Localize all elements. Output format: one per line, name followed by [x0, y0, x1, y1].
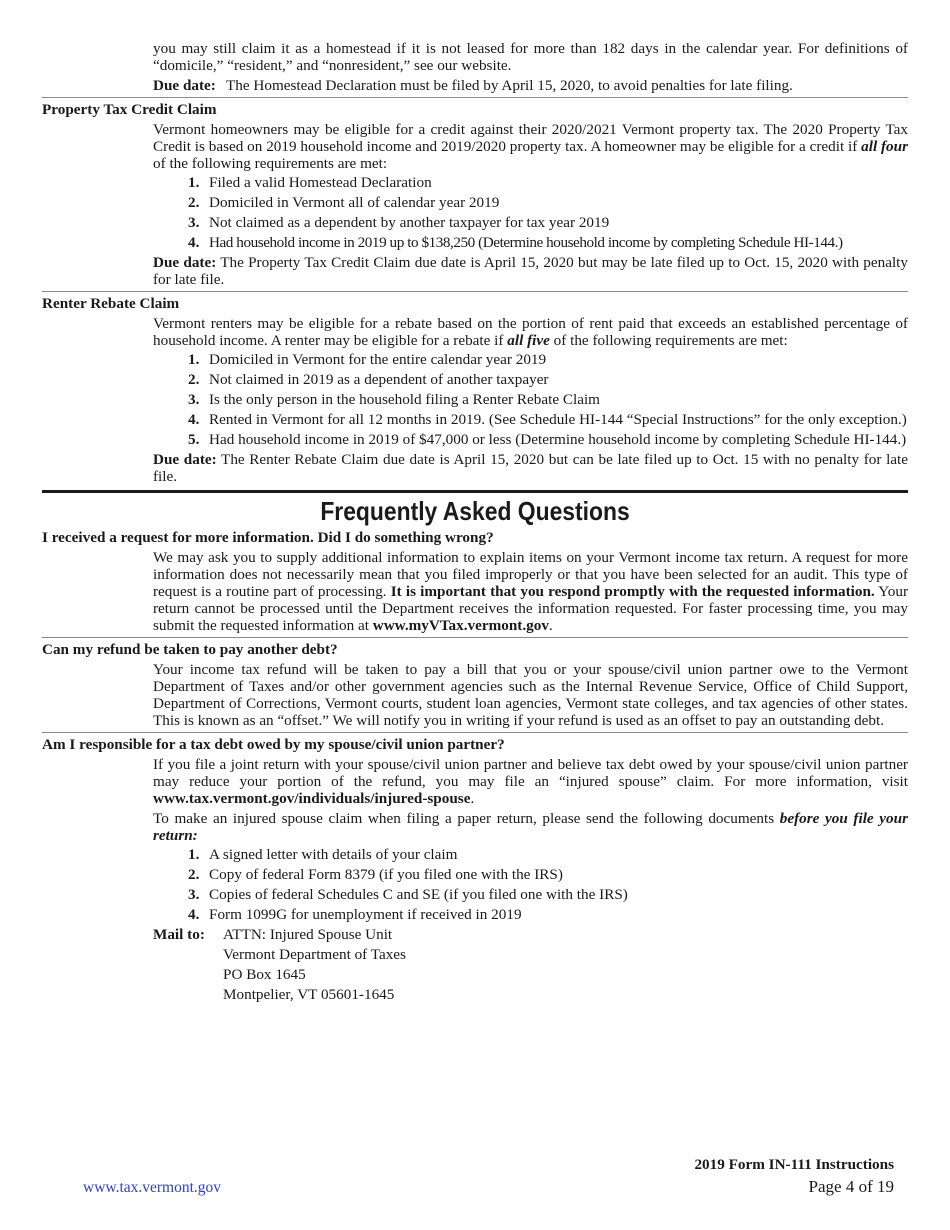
list-number: 3.: [188, 886, 200, 903]
due-date-label: Due date:: [153, 254, 217, 271]
list-number: 2.: [188, 866, 200, 883]
address-line: ATTN: Injured Spouse Unit: [223, 926, 393, 943]
list-number: 1.: [188, 351, 200, 368]
address-line: Montpelier, VT 05601-1645: [223, 986, 395, 1003]
list-item: [188, 846, 908, 863]
due-date-text: The Homestead Declaration must be filed by April 15, 2020, to avoid penalties for late filing.: [226, 77, 793, 94]
list-item: [188, 866, 908, 883]
list-number: 4.: [188, 906, 200, 923]
address-lines: [223, 926, 406, 1006]
page-number: Page 4 of 19: [808, 1177, 894, 1196]
faq-title: Frequently Asked Questions: [320, 496, 630, 526]
list-item: [188, 886, 908, 903]
faq-question: I received a request for more information. Did I do something wrong?: [42, 529, 494, 546]
list-text: Domiciled in Vermont all of calendar year 2019: [209, 194, 500, 211]
faq-answer: [153, 756, 908, 807]
list-text: Rented in Vermont for all 12 months in 2019. (See Schedule HI-144 “Special Instructions” for the only exception.): [209, 411, 907, 428]
section-divider: [42, 291, 908, 292]
property-tax-due-date: [153, 254, 908, 288]
faq-answer: [153, 810, 908, 844]
list-item: [188, 174, 908, 191]
list-item: [188, 431, 908, 448]
due-date-label: Due date:: [153, 451, 217, 468]
renter-rebate-due-date: [153, 451, 908, 485]
mail-label: Mail to:: [153, 926, 205, 943]
intro-text: Vermont homeowners may be eligible for a credit against their 2020/2021 Vermont property tax. The 2020 Property Tax Credit is based on 2019 household income and 2019/2020 property tax. A homeowner may be eligible for a credit if: [153, 121, 908, 155]
list-text: A signed letter with details of your claim: [209, 846, 458, 863]
list-number: 5.: [188, 431, 200, 448]
injured-spouse-link[interactable]: www.tax.vermont.gov/individuals/injured-spouse: [153, 790, 471, 807]
homestead-continuation: you may still claim it as a homestead if it is not leased for more than 182 days in the calendar year. For definitions of “domicile,” “resident,” and “nonresident,” see our website.: [153, 40, 908, 74]
property-tax-heading: Property Tax Credit Claim: [42, 101, 217, 118]
list-item: [188, 234, 908, 251]
answer-end: .: [470, 790, 475, 807]
section-divider: [42, 637, 908, 638]
address-line: Vermont Department of Taxes: [223, 946, 406, 963]
list-text: Filed a valid Homestead Declaration: [209, 174, 432, 191]
section-divider: [42, 732, 908, 733]
list-number: 3.: [188, 214, 200, 231]
answer-emphasis: before you file your return:: [153, 810, 908, 844]
list-text: Copies of federal Schedules C and SE (if you filed one with the IRS): [209, 886, 628, 903]
list-item: [188, 411, 908, 428]
due-date-text: The Property Tax Credit Claim due date is April 15, 2020 but may be late filed up to Oct. 15, 2020 with penalty for late file.: [153, 254, 908, 288]
answer-emphasis: It is important that you respond promptly with the requested information.: [390, 583, 875, 600]
list-text: Had household income in 2019 up to $138,250 (Determine household income by completing Schedule HI-144.): [209, 234, 843, 251]
faq-answer: Your income tax refund will be taken to pay a bill that you or your spouse/civil union partner owe to the Vermont Department of Taxes and/or other government agencies such as the Internal Revenue Service, Office of Child Support, Department of Corrections, Vermont courts, student loan agencies, Vermont state colleges, and tax agencies of other states. This is known as an “offset.” We will notify you in writing if your refund is used as an offset to pay an outstanding debt.: [153, 661, 908, 729]
list-text: Is the only person in the household filing a Renter Rebate Claim: [209, 391, 600, 408]
list-number: 4.: [188, 234, 200, 251]
faq-question: Can my refund be taken to pay another debt?: [42, 641, 338, 658]
address-line: PO Box 1645: [223, 966, 306, 983]
intro-emphasis: all five: [507, 332, 550, 349]
list-text: Form 1099G for unemployment if received in 2019: [209, 906, 522, 923]
faq-answer: [153, 549, 908, 634]
list-text: Had household income in 2019 of $47,000 or less (Determine household income by completing Schedule HI-144.): [209, 431, 907, 448]
form-title: 2019 Form IN-111 Instructions: [694, 1156, 894, 1173]
homestead-due-date: [153, 77, 908, 94]
intro-text-end: of the following requirements are met:: [549, 332, 788, 349]
renter-rebate-requirements: [188, 351, 908, 448]
answer-text: To make an injured spouse claim when filing a paper return, please send the following documents: [153, 810, 780, 827]
list-text: Copy of federal Form 8379 (if you filed one with the IRS): [209, 866, 563, 883]
list-item: [188, 371, 908, 388]
website-link[interactable]: www.tax.vermont.gov: [83, 1179, 222, 1196]
answer-text: We may ask you to supply additional information to explain items on your Vermont income tax return. A request for more information does not necessarily mean that you filed improperly or that you have been selected for an audit. This type of request is a routine part of processing.: [153, 549, 908, 600]
intro-text: Vermont renters may be eligible for a rebate based on the portion of rent paid that exceeds an established percentage of household income. A renter may be eligible for a rebate if: [153, 315, 908, 349]
list-item: [188, 214, 908, 231]
list-text: Not claimed as a dependent by another taxpayer for tax year 2019: [209, 214, 610, 231]
list-number: 1.: [188, 174, 200, 191]
renter-rebate-intro: [153, 315, 908, 349]
list-number: 2.: [188, 194, 200, 211]
faq-divider: [42, 490, 908, 493]
list-item: [188, 906, 908, 923]
list-text: Not claimed in 2019 as a dependent of another taxpayer: [209, 371, 549, 388]
list-item: [188, 351, 908, 368]
answer-end: .: [548, 617, 553, 634]
list-number: 3.: [188, 391, 200, 408]
injured-spouse-documents: [188, 846, 908, 923]
renter-rebate-heading: Renter Rebate Claim: [42, 295, 180, 312]
property-tax-requirements: [188, 174, 908, 251]
list-number: 1.: [188, 846, 200, 863]
list-number: 4.: [188, 411, 200, 428]
list-item: [188, 194, 908, 211]
answer-text: Your return cannot be processed until the Department receives the information requested. For faster processing time, you may submit the requested information at: [153, 583, 909, 634]
list-number: 2.: [188, 371, 200, 388]
due-date-label: Due date:: [153, 77, 216, 94]
mailing-address: [153, 926, 950, 1006]
section-divider: [42, 97, 908, 98]
faq-question: Am I responsible for a tax debt owed by my spouse/civil union partner?: [42, 736, 505, 753]
myvtax-link[interactable]: www.myVTax.vermont.gov: [372, 617, 549, 634]
list-text: Domiciled in Vermont for the entire calendar year 2019: [209, 351, 547, 368]
list-item: [188, 391, 908, 408]
property-tax-intro: [153, 121, 908, 172]
intro-emphasis: all four: [861, 138, 909, 155]
answer-text: If you file a joint return with your spouse/civil union partner and believe tax debt owed by your spouse/civil union partner may reduce your portion of the refund, you may file an “injured spouse” claim. For more information, visit: [153, 756, 908, 790]
due-date-text: The Renter Rebate Claim due date is April 15, 2020 but can be late filed up to Oct. 15 with no penalty for late file.: [153, 451, 908, 485]
intro-text-end: of the following requirements are met:: [153, 155, 388, 172]
